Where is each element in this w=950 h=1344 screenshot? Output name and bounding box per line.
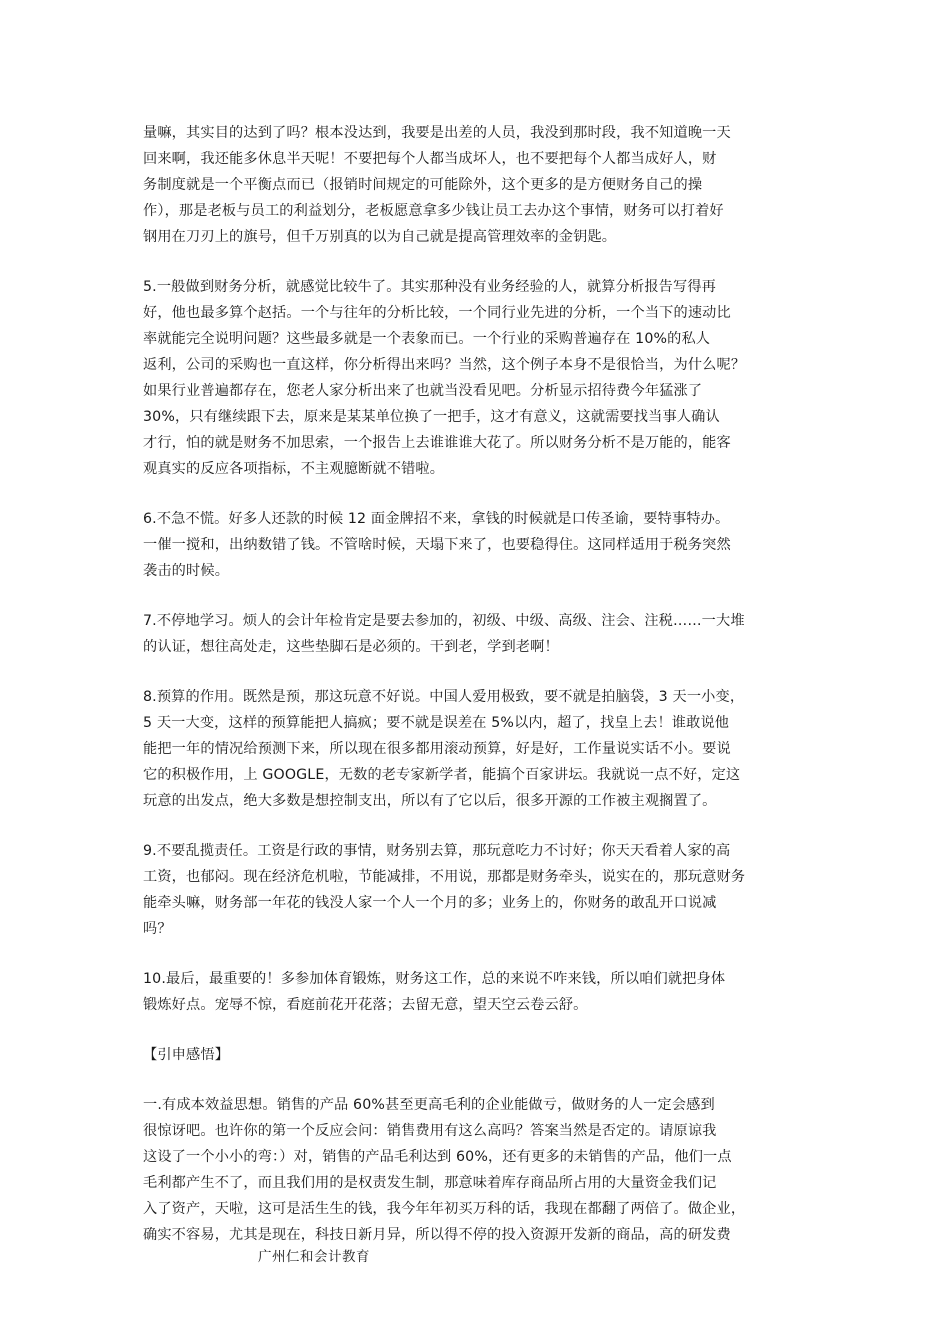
paragraph-item-6: 6.不急不慌。好多人还款的时候 12 面金牌招不来，拿钱的时候就是口传圣谕，要特事特办。 一催一搅和，出纳数错了钱。不管啥时候，天塌下来了，也要稳得住。这同样适用于税务突然 袭击的时候。 [143, 511, 731, 579]
paragraph-item-5: 5.一般做到财务分析，就感觉比较牛了。其实那种没有业务经验的人，就算分析报告写得再 好，他也最多算个赵括。一个与往年的分析比较，一个同行业先进的分析，一个当下的速动比 率就能完全说明问题？这些最多就是一个表象而已。一个行业的采购普遍存在 10%的私人 返利，公司的采购也一直这样，你分析得出来吗？当然，这个例子本身不是很恰当，为什么呢？ 如果行业普遍都存在，您老人家分析出来了也就当没看见吧。分析显示招待费今年猛涨了 30%，只有继续跟下去，原来是某某单位换了一把手，这才有意义，这就需要找当事人确认 才行，怕的就是财务不加思索，一个报告上去谁谁谁大花了。所以财务分析不是万能的，能客 观真实的反应各项指标，不主观臆断就不错啦。 [143, 279, 746, 477]
document-body [143, 120, 813, 1272]
paragraph-item-7: 7.不停地学习。烦人的会计年检肯定是要去参加的，初级、中级、高级、注会、注税……一大堆 的认证，想往高处走，这些垫脚石是必须的。干到老，学到老啊！ [143, 613, 745, 655]
page-footer: 广州仁和会计教育 [258, 1249, 370, 1265]
paragraph-continuation: 量嘛，其实目的达到了吗？根本没达到，我要是出差的人员，我没到那时段，我不知道晚一天 回来啊，我还能多休息半天呢！不要把每个人都当成坏人，也不要把每个人都当成好人，财 务制度就是一个平衡点而已（报销时间规定的可能除外，这个更多的是方便财务自己的操 作），那是老板与员工的利益划分，老板愿意拿多少钱让员工去办这个事情，财务可以打着好 钢用在刀刃上的旗号，但千万别真的以为自己就是提高管理效率的金钥匙。 [143, 125, 731, 245]
paragraph-item-8: 8.预算的作用。既然是预，那这玩意不好说。中国人爱用极致，要不就是拍脑袋，3 天一小变， 5 天一大变，这样的预算能把人搞疯；要不就是误差在 5%以内，超了，找皇上去！谁敢说他 能把一年的情况给预测下来，所以现在很多都用滚动预算，好是好，工作量说实话不小。要说 它的积极作用，上 GOOGLE，无数的老专家新学者，能搞个百家讲坛。我就说一点不好，定这 玩意的出发点，绝大多数是想控制支出，所以有了它以后，很多开源的工作被主观搁置了。 [143, 689, 745, 809]
paragraph-reflection-1: 一.有成本效益思想。销售的产品 60%甚至更高毛利的企业能做亏，做财务的人一定会感到 很惊讶吧。也许你的第一个反应会问：销售费用有这么高吗？答案当然是否定的。请原谅我 这设了一个小小的弯：）对，销售的产品毛利达到 60%，还有更多的未销售的产品，他们一点 毛利都产生不了，而且我们用的是权责发生制，那意味着库存商品所占用的大量资金我们记 入了资产，天啦，这可是活生生的钱，我今年年初买万科的话，我现在都翻了两倍了。做企业， 确实不容易，尤其是现在，科技日新月异，所以得不停的投入资源开发新的商品，高的研发费 [143, 1097, 746, 1243]
paragraph-item-9: 9.不要乱揽责任。工资是行政的事情，财务别去算，那玩意吃力不讨好；你天天看着人家的高 工资，也郁闷。现在经济危机啦，节能减排，不用说，那都是财务牵头，说实在的，那玩意财务 能牵头嘛，财务部一年花的钱没人家一个人一个月的多；业务上的，你财务的敢乱开口说减 吗？ [143, 843, 746, 937]
paragraph-item-10: 10.最后，最重要的！多参加体育锻炼，财务这工作，总的来说不咋来钱，所以咱们就把身体 锻炼好点。宠辱不惊，看庭前花开花落；去留无意，望天空云卷云舒。 [143, 971, 726, 1013]
section-heading: 【引申感悟】 [143, 1047, 230, 1063]
